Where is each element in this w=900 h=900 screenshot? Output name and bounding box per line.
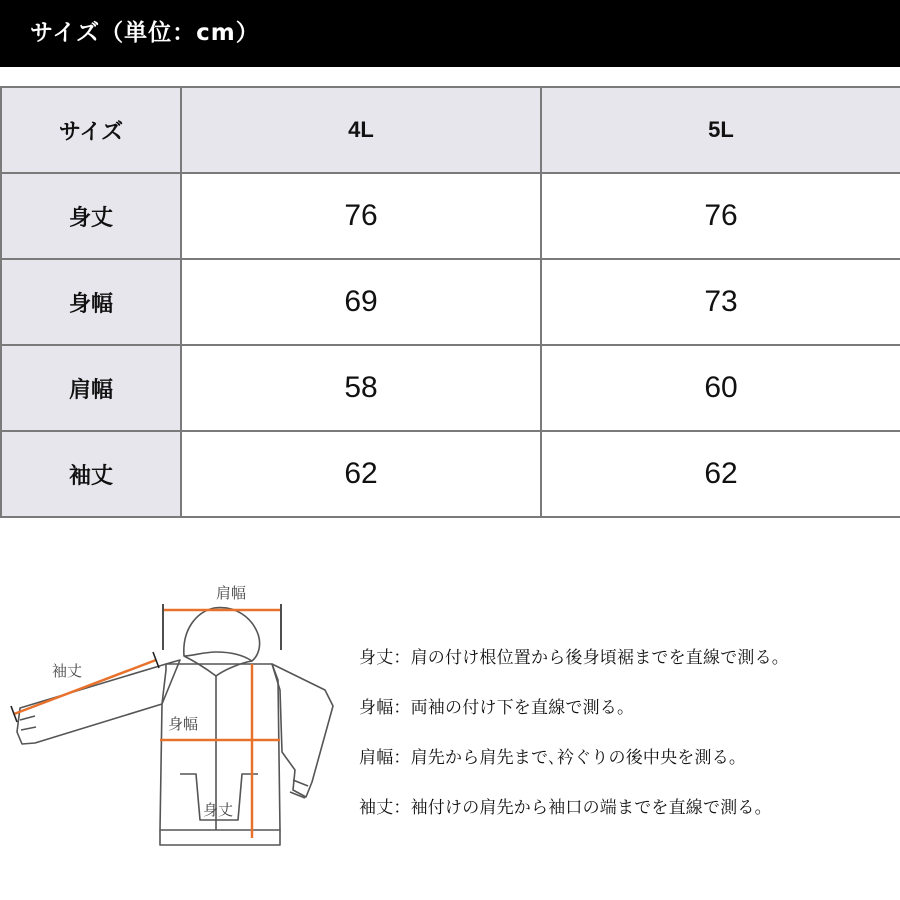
table-cell: 60 (541, 345, 900, 431)
right-sleeve-shape (272, 664, 333, 797)
note-width: 身幅：両袖の付け下を直線で測る。 (359, 698, 635, 718)
table-cell: 76 (541, 173, 900, 259)
table-row (1, 173, 900, 259)
hood-shape (184, 608, 260, 661)
row-label: 身幅 (1, 259, 181, 345)
hood-opening-shape (184, 656, 252, 676)
left-cuff-shape (20, 716, 36, 730)
width-label: 身幅 (168, 715, 199, 733)
table-cell: 76 (181, 173, 541, 259)
size-table (0, 86, 900, 518)
header-cell-4l: 4L (181, 87, 541, 173)
sleeve-measure-line (14, 660, 156, 714)
note-sleeve: 袖丈：袖付けの肩先から袖口の端までを直線で測る。 (359, 798, 772, 818)
header-cell-size: サイズ (1, 87, 181, 173)
row-label: 身丈 (1, 173, 181, 259)
table-cell: 73 (541, 259, 900, 345)
sleeve-label: 袖丈 (52, 662, 83, 680)
table-cell: 69 (181, 259, 541, 345)
note-length: 身丈：肩の付け根位置から後身頃裾までを直線で測る。 (359, 648, 789, 668)
table-header-row (1, 87, 900, 173)
left-sleeve-shape (17, 660, 180, 744)
header-cell-5l: 5L (541, 87, 900, 173)
table-cell: 62 (541, 431, 900, 517)
row-label: 肩幅 (1, 345, 181, 431)
table-row (1, 431, 900, 517)
shoulder-label: 肩幅 (216, 584, 247, 602)
table-cell: 62 (181, 431, 541, 517)
table-row (1, 345, 900, 431)
hoodie-measurement-diagram (0, 570, 350, 860)
page-title: サイズ（単位：cm） (0, 0, 900, 67)
row-label: 袖丈 (1, 431, 181, 517)
hoodie-diagram-svg (0, 570, 350, 860)
measurement-notes (359, 640, 899, 840)
table-row (1, 259, 900, 345)
diagram-labels (52, 584, 246, 819)
note-shoulder: 肩幅：肩先から肩先まで､衿ぐりの後中央を測る。 (359, 748, 747, 768)
table-cell: 58 (181, 345, 541, 431)
length-label: 身丈 (203, 801, 234, 819)
hem-shape (160, 830, 280, 845)
